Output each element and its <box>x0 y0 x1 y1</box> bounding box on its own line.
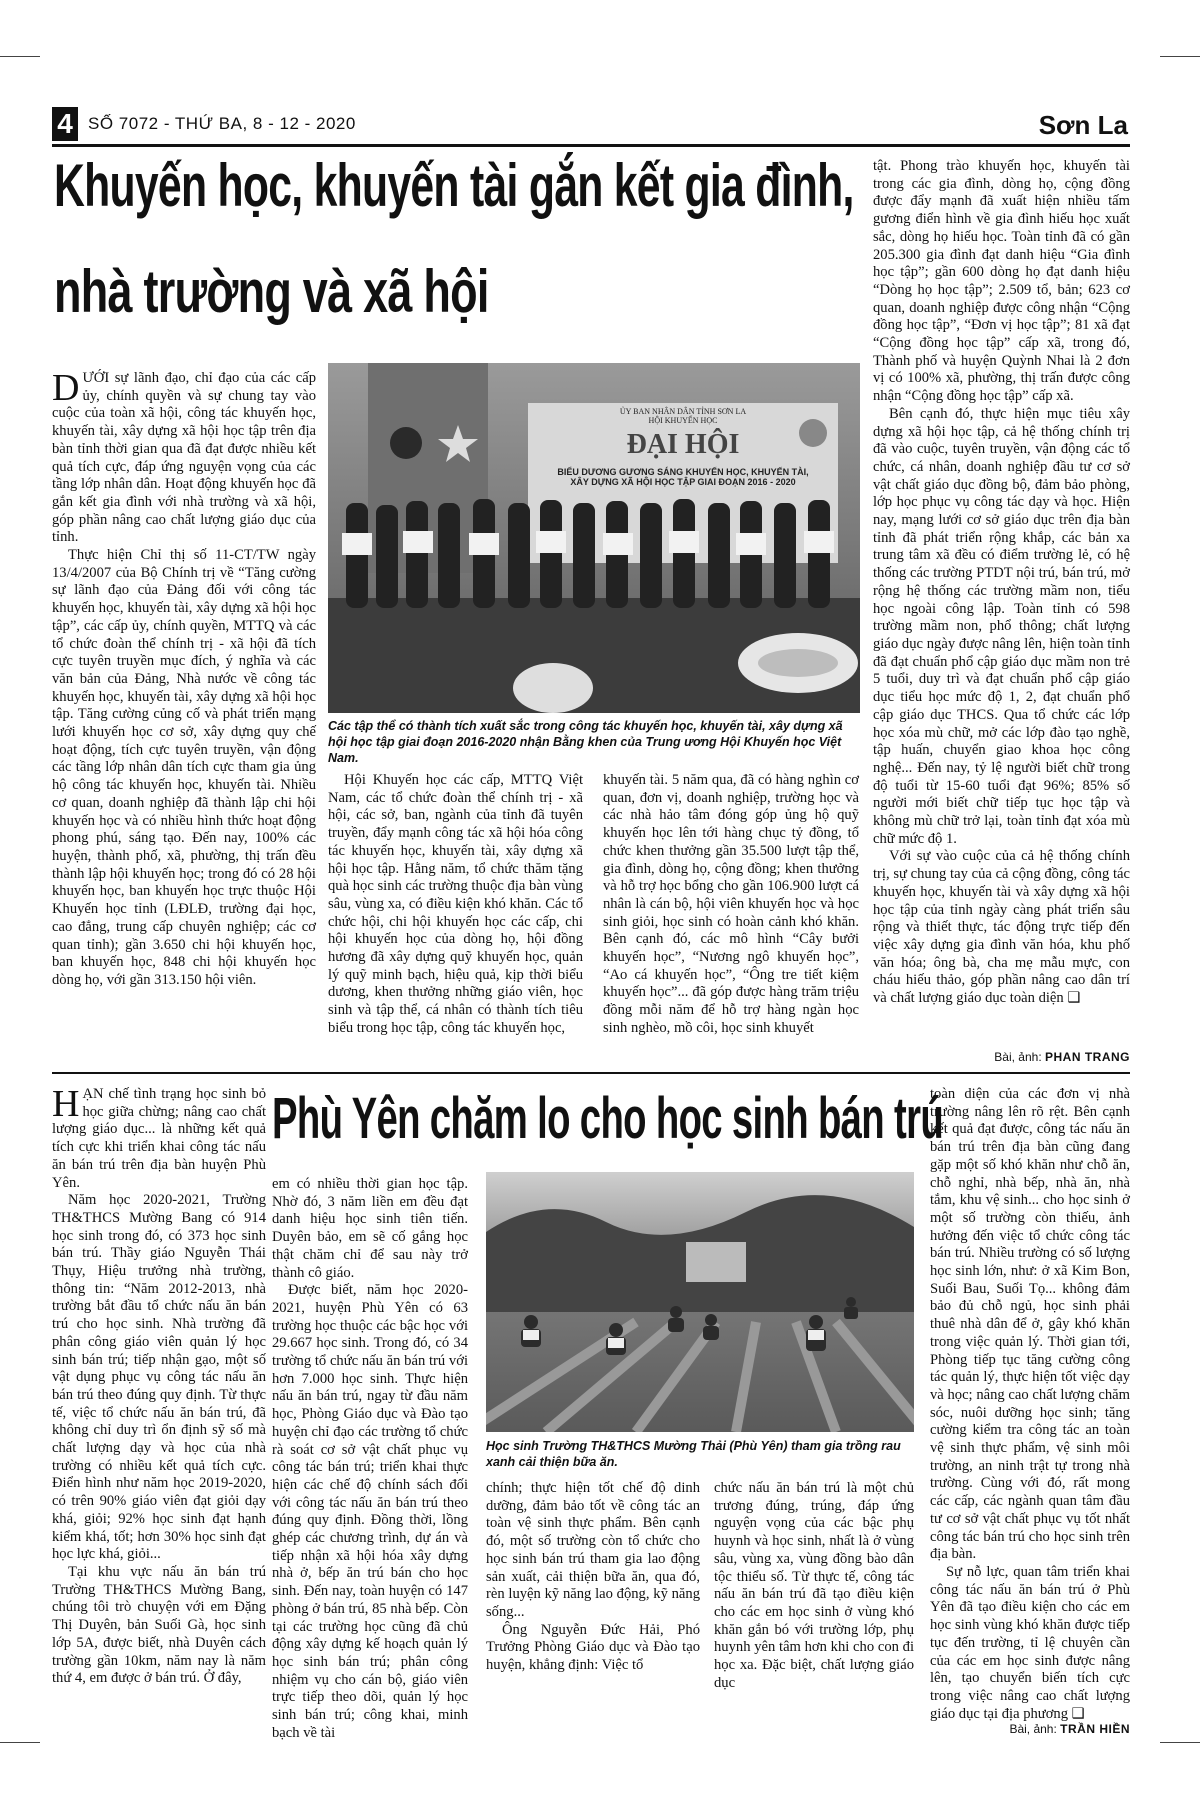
banner-line1: ỦY BAN NHÂN DÂN TỈNH SƠN LA <box>619 407 747 416</box>
article1-col4-paragraph3: Với sự vào cuộc của cả hệ thống chính trị, sự chung tay của cả cộng đồng, công tác khuyến học, khuyến tài và xây dựng xã hội học tập của tỉnh ngày càng phát triển sâu rộng và thiết thực, tác động trực tiếp đến việc xây dựng gia đình văn hóa, khu phố văn hóa; ông bà, cha mẹ mẫu mực, con cháu hiếu thảo, góp phần nâng cao dân trí và chất lượng giáo dục toàn diện ❑ <box>873 848 1130 1007</box>
article2-col1-paragraph2: Năm học 2020-2021, Trường TH&THCS Mường Bang có 914 học sinh trong đó, có 373 học sinh bán trú. Thầy giáo Nguyễn Thái Thụy, Hiệu trưởng nhà trường, thông tin: “Năm 2012-2013, nhà trường bắt đầu tổ chức nấu ăn bán trú cho học sinh. Nhà trường đã phân công giáo viên quản lý học sinh bán trú; tiếp nhận gạo, một số vật dụng phục vụ công tác nấu ăn bán trú theo đúng quy định. Từ thực tế, việc tổ chức nấu ăn bán trú, đã không chỉ duy trì ổn định sỹ số mà chất lượng dạy và học của nhà trường có nhiều kết quả tích cực. Điển hình như năm học 2019-2020, có trên 90% giáo viên đạt giỏi dạy khá, giỏi; 92% học sinh đạt hạnh kiểm khá, tốt; hơn 30% học sinh đạt học lực khá, giỏi... <box>52 1192 266 1563</box>
article1-byline-author: PHAN TRANG <box>1045 1050 1130 1064</box>
article2-col5-paragraph1: toàn diện của các đơn vị nhà trường nâng lên rõ rệt. Bên cạnh kết quả đạt được, công tác nấu ăn bán trú trên địa bàn cũng đang gặp một số khó khăn như chỗ ăn, chỗ nghỉ, nhà bếp, nhà ăn, nhà tắm, khu vệ sinh... cho học sinh ở một số trường còn thiếu, ảnh hưởng đến việc tổ chức công tác bán trú. Nhiều trường có số lượng học sinh lớn, như: ở xã Kim Bon, Suối Bau, Suối Tọ... không đảm bảo đủ chỗ ngủ, học sinh phải thuê nhà dân để ở, gây khó khăn trong việc quản lý. Thời gian tới, Phòng tiếp tục tăng cường công tác quản lý, thực hiện tốt việc dạy và học; nâng cao chất lượng chăm sóc, nuôi dưỡng học sinh; tăng cường kiểm tra công tác an toàn vệ sinh thực phẩm, vệ sinh môi trường, an ninh trật tự trong nhà trường. Cùng với đó, rất mong các cấp, các ngành quan tâm đầu tư cơ sở vật chất phục vụ tốt nhất công tác bán trú cho học sinh trên địa bàn. <box>930 1086 1130 1563</box>
article2-title: Phù Yên chăm lo cho học sinh bán trú <box>272 1086 944 1151</box>
article2-col2-paragraph1: em có nhiều thời gian học tập. Nhờ đó, 3 năm liền em đều đạt danh hiệu học sinh tiên tiến. Duyên bảo, em sẽ cố gắng học thật chăm chỉ để sau này trở thành cô giáo. <box>272 1176 468 1281</box>
article2-dropcap: H <box>52 1083 80 1125</box>
article2-column-5 <box>930 1086 1130 1722</box>
article2-photo <box>486 1172 914 1432</box>
article2-col2-paragraph2: Được biết, năm học 2020-2021, huyện Phù Yên có 63 trường học thuộc các bậc học với 29.667 học sinh. Trong đó, có 34 trường tổ chức nấu ăn bán trú với hơn 7.000 học sinh. Thực hiện nấu ăn bán trú, ngay từ đầu năm học, Phòng Giáo dục và Đào tạo huyện chỉ đạo các trường tổ chức rà soát cơ sở vật chất phục vụ công tác bán trú; triển khai thực hiện các chế độ chính sách đối với công tác nấu ăn bán trú theo đúng quy định. Đồng thời, lồng ghép các chương trình, dự án và tiếp nhận xã hội hóa xây dựng nhà ở, bếp ăn trú bán cho học sinh. Đến nay, toàn huyện có 147 phòng ở bán trú, 85 nhà bếp. Còn tại các trường học cũng đã chủ động xây dựng kế hoạch quản lý học sinh bán trú; phân công nhiệm vụ cho cán bộ, giáo viên trực tiếp theo dõi, quản lý học sinh bán trú; công khai, minh bạch về tài <box>272 1282 468 1741</box>
article1-photo <box>328 363 860 713</box>
article1-dropcap: D <box>52 367 80 409</box>
article2-col3-paragraph1: chính; thực hiện tốt chế độ dinh dưỡng, đảm bảo tốt về công tác an toàn vệ sinh thực phẩm. Bên cạnh đó, một số trường còn tổ chức cho học sinh bán trú tham gia lao động sản xuất, cải thiện bữa ăn, qua đó, rèn luyện kỹ năng lao động, kỹ năng sống... <box>486 1480 700 1620</box>
issue-line: SỐ 7072 - THỨ BA, 8 - 12 - 2020 <box>88 114 356 133</box>
article2-byline <box>930 1722 1130 1736</box>
banner-line3: ĐẠI HỘI <box>626 429 740 460</box>
article1-title-line2: nhà trường và xã hội <box>54 258 489 325</box>
trim-mark <box>0 1742 40 1743</box>
article2-caption: Học sinh Trường TH&THCS Mường Thải (Phù Yên) tham gia trồng rau xanh cải thiện bữa ăn. <box>486 1439 901 1469</box>
article2-byline-prefix: Bài, ảnh: <box>1009 1722 1057 1736</box>
banner-line2: HỘI KHUYẾN HỌC <box>648 416 718 425</box>
section-title: Sơn La <box>1038 110 1128 140</box>
header-rule <box>52 144 1130 147</box>
article1-col2-paragraph: Hội Khuyến học các cấp, MTTQ Việt Nam, các tổ chức đoàn thể chính trị - xã hội, các sở, ban, ngành của tỉnh đã tuyên truyền, đẩy mạnh công tác xã hội hóa công tác khuyến học, khuyến tài, xây dựng xã hội học tập. Hằng năm, tổ chức thăm tặng quà học sinh các trường thuộc địa bàn vùng sâu, vùng xa, có điều kiện khó khăn. Các tổ chức hội, chi hội khuyến học các cấp, chi hội khuyến học của dòng họ, hội đồng hương đã xây dựng quỹ khuyến học, quản lý quỹ minh bạch, hiệu quả, kịp thời biểu dương, khen thưởng những giáo viên, học sinh và tập thể, cá nhân có thành tích tiêu biểu trong học tập, công tác khuyến học, <box>328 772 583 1036</box>
page-number: 4 <box>52 107 78 141</box>
article2-column-2 <box>272 1176 468 1741</box>
article2-column-3 <box>486 1480 700 1720</box>
article1-byline <box>873 1050 1130 1064</box>
article1-col4-paragraph1: tật. Phong trào khuyến học, khuyến tài trong các gia đình, dòng họ, cộng đồng được đẩy mạnh đã xuất hiện nhiều tấm gương điển hình về gia đình hiếu học xuất sắc, dòng họ hiếu học. Toàn tỉnh đã có gần 205.300 gia đình đạt danh hiệu “Gia đình học tập”; gần 600 dòng họ đạt danh hiệu “Dòng họ học tập”; 2.509 tổ, bản; 623 cơ quan, doanh nghiệp được công nhận “Cộng đồng học tập”, “Đơn vị học tập”; 81 xã đạt “Cộng đồng học tập” cấp xã, trong đó, Thành phố và huyện Quỳnh Nhai là 2 đơn vị có 100% xã, phường, thị trấn được công nhận “Cộng đồng học tập” cấp xã. <box>873 158 1130 405</box>
article1-column-1 <box>52 367 316 1070</box>
article2-lead: ẠN chế tình trạng học sinh bỏ học giữa chừng; nâng cao chất lượng giáo dục... là những kết quả tích cực khi triển khai công tác nấu ăn bán trú trên địa bàn huyện Phù Yên. <box>52 1086 266 1191</box>
article2-col4-paragraph: chức nấu ăn bán trú là một chủ trương đúng, trúng, đáp ứng nguyện vọng của các bậc phụ huynh và học sinh, nhất là ở vùng sâu, vùng xa, vùng đồng bào dân tộc thiểu số. Từ thực tế, công tác nấu ăn bán trú đã tạo điều kiện cho các em học sinh ở vùng khó khăn gắn bó với trường lớp, phụ huynh yên tâm hơn khi cho con đi học xa. Đặc biệt, chất lượng giáo dục <box>714 1480 914 1691</box>
article1-column-2 <box>328 772 583 1072</box>
article1-title-line1: Khuyến học, khuyến tài gắn kết gia đình, <box>54 152 854 219</box>
article2-column-4 <box>714 1480 914 1720</box>
article1-lead: ƯỚI sự lãnh đạo, chỉ đạo của các cấp ủy, chính quyền và sự chung tay vào cuộc của toàn xã hội, công tác khuyến học, khuyến tài, xây dựng xã hội học tập trên địa bàn tỉnh thời gian qua đã đạt được nhiều kết quả tích cực, đáp ứng nguyện vọng của các tầng lớp nhân dân. Hoạt động khuyến học đã gắn kết gia đình với nhà trường và xã hội, góp phần nâng cao chất lượng giáo dục của tỉnh. <box>52 370 316 546</box>
article2-column-1 <box>52 1083 266 1716</box>
trim-mark <box>1160 1742 1200 1743</box>
trim-mark <box>1160 56 1200 57</box>
article2-col3-paragraph2: Ông Nguyễn Đức Hải, Phó Trưởng Phòng Giáo dục và Đào tạo huyện, khẳng định: Việc tổ <box>486 1621 700 1674</box>
article1-col1-paragraph: Thực hiện Chỉ thị số 11-CT/TW ngày 13/4/2007 của Bộ Chính trị về “Tăng cường sự lãnh đạo của Đảng đối với công tác khuyến học, khuyến tài, xây dựng xã hội học tập”, các cấp ủy, chính quyền, MTTQ và các tổ chức đoàn thể chính trị - xã hội đã tích cực tuyên truyền mục đích, ý nghĩa và các văn bản của Đảng, Nhà nước về công tác khuyến học, khuyến tài, xây dựng xã hội học tập. Tăng cường củng cố và phát triển mạng lưới khuyến học cơ sở, xây dựng quy chế hoạt động, tích cực tuyên truyền, vận động các tầng lớp nhân dân tích cực tham gia ủng hộ công tác khuyến học, khuyến tài. Nhiều cơ quan, doanh nghiệp đã thành lập chi hội khuyến học và có nhiều hình thức hoạt động phong phú, sáng tạo. Đến nay, 100% các huyện, thành phố, xã, phường, thị trấn đều thành lập hội khuyến học; trong đó có 28 hội khuyến học, ban khuyến học trực thuộc Hội Khuyến học tỉnh (LĐLĐ, trường đại học, cao đẳng, trung cấp chuyên nghiệp; các cơ quan tỉnh); gần 3.650 chi hội khuyến học, ban khuyến học, 848 chi hội khuyến học dòng họ, với gần 313.150 hội viên. <box>52 547 316 988</box>
article1-caption: Các tập thể có thành tích xuất sắc trong công tác khuyến học, khuyến tài, xây dựng xã hội học tập giai đoạn 2016-2020 nhận Bằng khen của Trung ương Hội Khuyến học Việt Nam. <box>328 719 843 765</box>
banner-line5: XÂY DỰNG XÃ HỘI HỌC TẬP GIAI ĐOẠN 2016 - 2020 <box>570 477 796 487</box>
banner-line4: BIỂU DƯƠNG GƯƠNG SÁNG KHUYẾN HỌC, KHUYẾN TÀI, <box>557 467 809 477</box>
article1-column-4 <box>873 158 1130 1048</box>
article1-col4-paragraph2: Bên cạnh đó, thực hiện mục tiêu xây dựng xã hội học tập, cả hệ thống chính trị đã vào cuộc, tuyên truyền, vận động các tổ chức, cá nhân, doanh nghiệp đầu tư cơ sở vật chất giáo dục đồng bộ, đảm bảo phòng, lớp học phục vụ công tác dạy và học. Hiện nay, mạng lưới cơ sở giáo dục trên địa bàn tỉnh đã phát triển rộng khắp, các bản xa trung tâm xã đều có điểm trường lẻ, có hệ thống các trường PTDT nội trú, bán trú, mở rộng hệ thống các trường mầm non, tiểu học ngoài công lập. Toàn tỉnh có 598 trường mầm non, phổ thông; chất lượng giáo dục ngày được nâng lên, hiện toàn tỉnh đã đạt chuẩn phổ cập giáo dục mầm non trẻ 5 tuổi, duy trì và đạt chuẩn phổ cập giáo dục tiểu học mức độ 1, 2, đạt chuẩn phổ cập giáo dục THCS. Qua tổ chức các lớp học xóa mù chữ, mở các lớp đào tạo nghề, tập huấn, chuyển giao khoa học công nghệ... Đến nay, tỷ lệ người biết chữ trong độ tuổi từ 15-60 tuổi đạt 96%; 85% số người mới biết chữ tiếp tục học tập và không mù chữ trở lại, toàn tỉnh đạt xóa mù chữ mức độ 1. <box>873 405 1130 847</box>
article2-byline-author: TRẦN HIỀN <box>1060 1722 1130 1736</box>
article1-column-3 <box>603 772 859 1072</box>
article-divider <box>52 1072 1130 1074</box>
article2-col5-paragraph2: Sự nỗ lực, quan tâm triển khai công tác nấu ăn bán trú ở Phù Yên đã tạo điều kiện cho các em học sinh vùng khó khăn được tiếp tục đến trường, tỉ lệ chuyên cần của các em học sinh được nâng lên, tạo chuyển biến tích cực trong việc nâng cao chất lượng giáo dục tại địa phương ❑ <box>930 1563 1130 1722</box>
trim-mark <box>0 56 40 57</box>
article1-byline-prefix: Bài, ảnh: <box>994 1050 1042 1064</box>
article2-col1-paragraph3: Tại khu vực nấu ăn bán trú Trường TH&THCS Mường Bang, chúng tôi trò chuyện với em Đặng Thị Duyên, bản Suối Gà, học sinh lớp 5A, được biết, nhà Duyên cách trường gần 10km, năm nay là năm thứ 4, em được ở bán trú. Ở đây, <box>52 1563 266 1687</box>
article1-col3-paragraph: khuyến tài. 5 năm qua, đã có hàng nghìn cơ quan, đơn vị, doanh nghiệp, trường học và các nhà hảo tâm đóng góp ủng hộ quỹ khuyến học lên tới hàng chục tỷ đồng, tổ chức khen thưởng gần 35.500 lượt tập thể, gia đình, dòng họ, cộng đồng; khen thưởng và hỗ trợ học bổng cho gần 106.900 lượt cá nhân là cán bộ, hội viên khuyến học và học sinh giỏi, học sinh có hoàn cảnh khó khăn. Bên cạnh đó, các mô hình “Cây bưởi khuyến học”, “Nương ngô khuyến học”, “Ao cá khuyến học”, “Ông tre tiết kiệm khuyến học”... đã góp được hàng trăm triệu đồng mỗi năm để hỗ trợ hàng ngàn học sinh nghèo, mồ côi, học sinh khuyết <box>603 772 859 1036</box>
